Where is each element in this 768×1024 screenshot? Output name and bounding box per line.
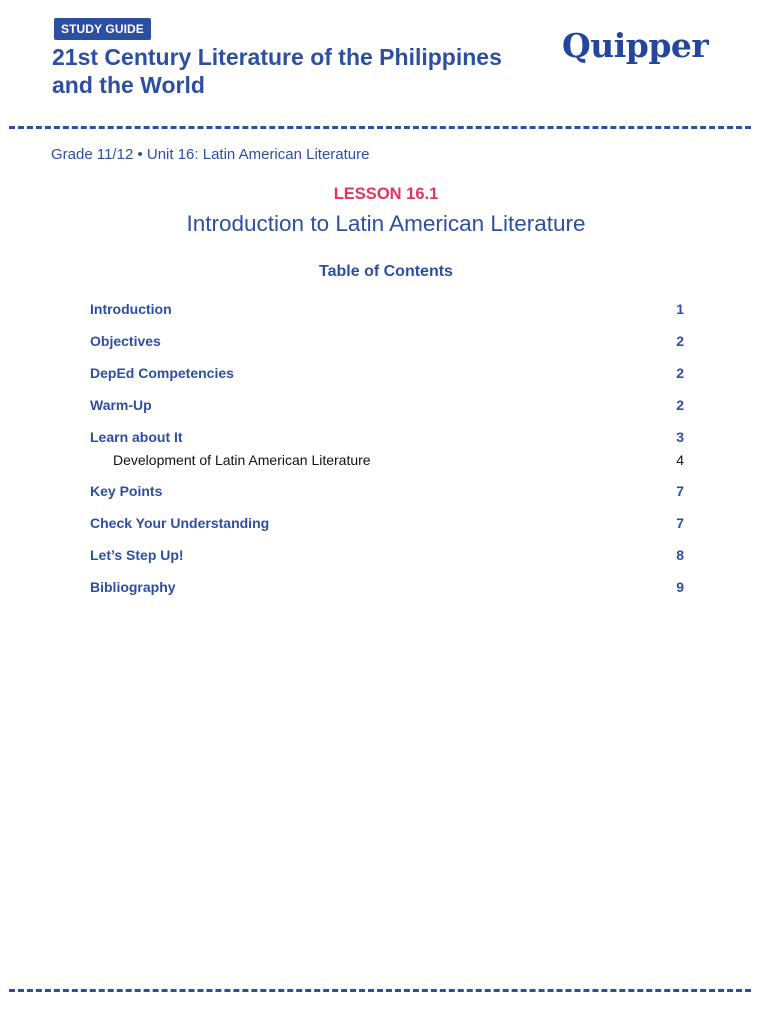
toc-heading: Table of Contents	[319, 263, 453, 280]
toc-entry-label[interactable]: Let’s Step Up!	[90, 547, 184, 563]
toc-entry-page: 8	[676, 547, 684, 563]
toc-subentry-development[interactable]	[90, 450, 684, 470]
toc-entry-label[interactable]: Introduction	[90, 301, 172, 317]
toc-entry-page: 9	[676, 579, 684, 595]
toc-entry-page: 4	[676, 452, 684, 468]
toc-entry-page: 7	[676, 483, 684, 499]
toc-entry-check-your-understanding[interactable]	[90, 513, 684, 533]
course-title: 21st Century Literature of the Philippines and the World	[52, 44, 502, 98]
quipper-logo: Quipper	[562, 26, 709, 65]
toc-entry-label[interactable]: Objectives	[90, 333, 161, 349]
toc-entry-label[interactable]: DepEd Competencies	[90, 365, 234, 381]
lesson-number: LESSON 16.1	[333, 185, 439, 203]
toc-entry-label[interactable]: Bibliography	[90, 579, 176, 595]
toc-entry-page: 2	[676, 365, 684, 381]
study-guide-badge: STUDY GUIDE	[54, 18, 151, 40]
toc-entry-page: 7	[676, 515, 684, 531]
toc-entry-label[interactable]: Warm-Up	[90, 397, 152, 413]
toc-entry-page: 2	[676, 397, 684, 413]
toc-entry-label[interactable]: Development of Latin American Literature	[113, 452, 371, 468]
toc-entry-page: 1	[676, 301, 684, 317]
toc-entry-learn-about-it[interactable]	[90, 427, 684, 447]
toc-entry-page: 3	[676, 429, 684, 445]
toc-entry-bibliography[interactable]	[90, 577, 684, 597]
toc-entry-label[interactable]: Learn about It	[90, 429, 183, 445]
toc-entry-introduction[interactable]	[90, 299, 684, 319]
toc-entry-lets-step-up[interactable]	[90, 545, 684, 565]
toc-entry-objectives[interactable]	[90, 331, 684, 351]
toc-entry-page: 2	[676, 333, 684, 349]
toc-entry-deped-competencies[interactable]	[90, 363, 684, 383]
lesson-title: Introduction to Latin American Literature	[186, 211, 586, 236]
toc-entry-label[interactable]: Key Points	[90, 483, 163, 499]
toc-entry-label[interactable]: Check Your Understanding	[90, 515, 270, 531]
toc-entry-warm-up[interactable]	[90, 395, 684, 415]
bottom-dotted-divider	[9, 989, 751, 992]
toc-entry-key-points[interactable]	[90, 481, 684, 501]
table-of-contents	[90, 0, 684, 1024]
unit-breadcrumb: Grade 11/12 • Unit 16: Latin American Literature	[51, 146, 370, 163]
